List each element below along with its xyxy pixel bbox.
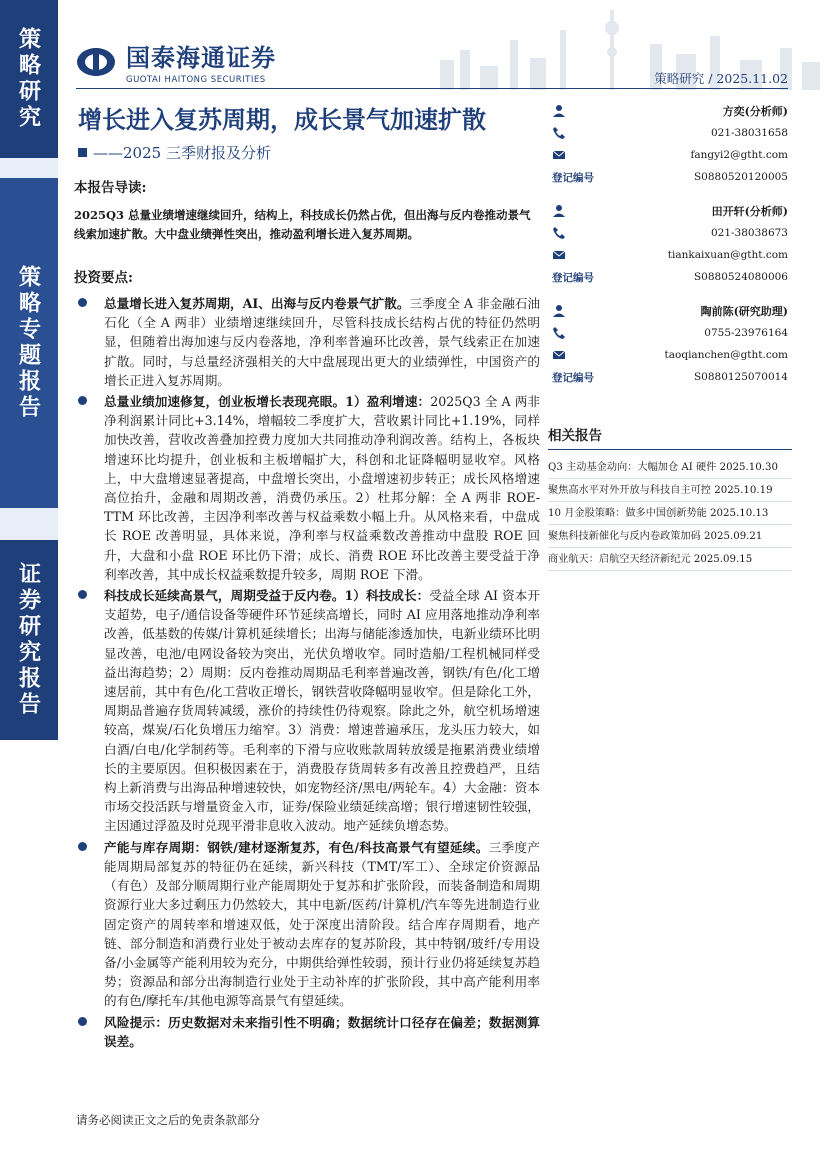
person-icon [552, 104, 566, 118]
risk-item: 风险提示：历史数据对未来指引性不明确；数据统计口径存在偏差；数据测算误差。 [74, 1013, 540, 1051]
header-divider [76, 88, 788, 89]
intro-heading: 本报告导读: [74, 180, 147, 196]
header-tag: 策略研究 / 2025.11.02 [654, 71, 788, 86]
phone-icon [552, 326, 566, 340]
related-report-link[interactable]: 聚焦高水平对外开放与科技自主可控 2025.10.19 [548, 479, 792, 502]
person-icon [552, 304, 566, 318]
analyst-card: 方奕(分析师) 021-38031658 fangyi2@gtht.com 登记编号 S0880520120005 [552, 105, 788, 184]
company-logo [76, 38, 276, 85]
logo-cn-text: 国泰海通证券 [126, 44, 276, 72]
analyst-email[interactable]: fangyi2@gtht.com [690, 149, 788, 161]
strip-report-kind: 证券研究报告 [0, 540, 58, 740]
side-strip [0, 0, 58, 1169]
related-reports [548, 424, 792, 571]
report-subtitle: ——2025 三季财报及分析 [78, 142, 271, 163]
analyst-email[interactable]: taoqianchen@gtht.com [664, 349, 788, 361]
point-item: 产能与库存周期：钢铁/建材逐渐复苏，有色/科技高景气有望延续。三季度产能周期局部复苏的特征仍在延续，新兴科技（TMT/军工）、全球定价资源品（有色）及部分顺周期行业产能周期处于复苏和扩张阶段，而装备制造和周期资源行业大多过剩压力仍然较大，其中电新/医药/计算机/汽车等先进制造行业固定资产的周转率和增速双低，处于深度出清阶段。结合库存周期看，地产链、部分制造和消费行业处于被动去库存的复苏阶段，其中特钢/玻纤/专用设备/小金属等产能利用较为充分，中期供给弹性较弱，预计行业仍将延续复苏趋势；资源品和部分出海制造行业处于主动补库的扩张阶段，其中高产能利用率的有色/摩托车/其他电源等高景气有望延续。 [74, 838, 540, 1011]
strip-gap [0, 158, 58, 178]
point-item: 总量业绩加速修复，创业板增长表现亮眼。1）盈利增速：2025Q3 全 A 两非净利润累计同比+3.14%，增幅较二季度扩大，营收累计同比+1.19%，同样加快改善，营收改善叠加控费力度加大共同推动净利润改善。结构上，各板块增速环比均提升，创业板和主板增幅扩大，科创和北证降幅明显收窄。风格上，中大盘增速显著提高，中盘增长突出，小盘增速初步转正；成长风格增速高位抬升，金融和周期改善，消费仍承压。2）杜邦分解：全 A 两非 ROE-TTM 环比改善，主因净利率改善与权益乘数小幅上升。从风格来看，中盘成长 ROE 改善明显，具体来说，净利率与权益乘数改善推动中盘股 ROE 回升，大盘和小盘 ROE 环比仍下滑；成长、消费 ROE 环比改善主要受益于净利率改善，其中成长权益乘数提升较多，周期 ROE 下滑。 [74, 392, 540, 584]
analyst-email[interactable]: tiankaixuan@gtht.com [667, 249, 788, 261]
strip-gap [0, 508, 58, 540]
related-report-link[interactable]: Q3 主动基金动向：大幅加仓 AI 硬件 2025.10.30 [548, 456, 792, 479]
logo-icon [76, 47, 116, 77]
intro-text: 2025Q3 总量业绩增速继续回升，结构上，科技成长仍然占优，但出海与反内卷推动景气线索加速扩散。大中盘业绩弹性突出，推动盈利增长进入复苏周期。 [74, 208, 531, 241]
related-report-link[interactable]: 商业航天：启航空天经济新纪元 2025.09.15 [548, 548, 792, 571]
point-item: 总量增长进入复苏周期，AI、出海与反内卷景气扩散。三季度全 A 非金融石油石化（全 A 两非）业绩增速继续回升，尽管科技成长结构占优的特征仍然明显，但随着出海加速与反内卷落地，净利率普遍环比改善，景气线索正在加速扩散。同时，与总量经济强相关的大中盘展现出更大的业绩弹性，中国资产的增长正进入复苏周期。 [74, 294, 540, 390]
strip-category: 策略研究 [0, 0, 58, 158]
strip-report-type: 策略专题报告 [0, 178, 58, 508]
analyst-card: 陶前陈(研究助理) 0755-23976164 taoqianchen@gtht.com 登记编号 S0880125070014 [552, 305, 788, 384]
email-icon [552, 348, 566, 362]
related-report-link[interactable]: 聚焦科技新催化与反内卷政策加码 2025.09.21 [548, 525, 792, 548]
points-heading: 投资要点: [74, 270, 133, 286]
email-icon [552, 148, 566, 162]
report-body [74, 176, 540, 1053]
related-heading: 相关报告 [548, 424, 792, 450]
person-icon [552, 204, 566, 218]
logo-en-text: GUOTAI HAITONG SECURITIES [126, 75, 266, 85]
report-title: 增长进入复苏周期，成长景气加速扩散 [78, 105, 486, 134]
analyst-list [552, 100, 788, 400]
email-icon [552, 248, 566, 262]
phone-icon [552, 126, 566, 140]
point-item: 科技成长延续高景气，周期受益于反内卷。1）科技成长：受益全球 AI 资本开支超势，电子/通信设备等硬件环节延续高增长，同时 AI 应用落地推动净利率改善，低基数的传媒/计算机延续增长；出海与储能渗透加快，电新业绩环比明显改善，电池/电网设备较为突出，光伏负增收窄。同时造船/工程机械同样受益出海趋势；2）周期：反内卷推动周期品毛利率普遍改善，钢铁/有色/化工增速居前，其中有色/化工营收正增长，钢铁营收降幅明显收窄。但是除化工外，周期品普遍存货周转减缓，涨价的持续性仍待观察。除此之外，航空机场增速较高，煤炭/石化负增压力缩窄。3）消费：增速普遍承压，龙头压力较大，如白酒/白电/化学制药等。毛利率的下滑与应收账款周转放缓是拖累消费业绩增长的主要原因。但积极因素在于，消费股存货周转多有改善且控费趋严，且结构上新消费与出海品种增速较快，如宠物经济/黑电/两轮车。4）大金融：资本市场交投活跃与增量资金入市，证券/保险业绩延续高增；银行增速韧性较强，主因通过浮盈及时兑现平滑非息收入波动。地产延续负增态势。 [74, 586, 540, 836]
phone-icon [552, 226, 566, 240]
analyst-card: 田开轩(分析师) 021-38038673 tiankaixuan@gtht.com 登记编号 S0880524080006 [552, 205, 788, 284]
square-icon [78, 148, 87, 157]
disclaimer-footer: 请务必阅读正文之后的免责条款部分 [76, 1113, 260, 1127]
related-report-link[interactable]: 10 月金股策略：做多中国创新势能 2025.10.13 [548, 502, 792, 525]
